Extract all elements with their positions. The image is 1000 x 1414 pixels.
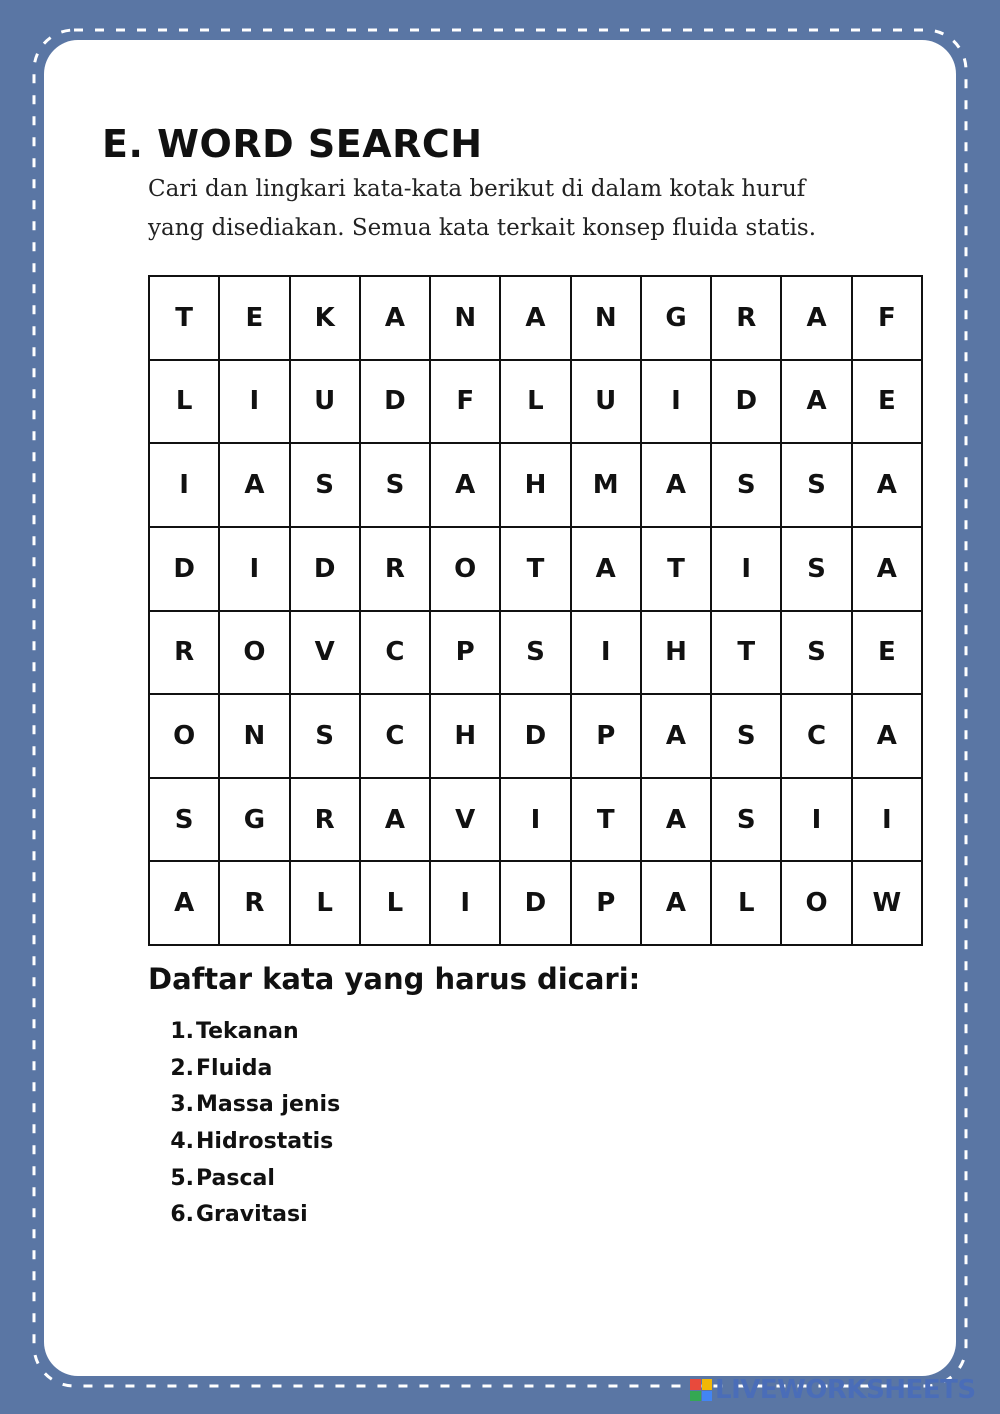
grid-cell[interactable]: R (360, 527, 430, 611)
word-list-title: Daftar kata yang harus dicari: (148, 962, 641, 996)
grid-cell[interactable]: L (149, 360, 219, 444)
grid-cell[interactable]: G (641, 276, 711, 360)
word-list-item (160, 1014, 340, 1051)
grid-cell[interactable]: S (711, 694, 781, 778)
grid-cell[interactable]: K (290, 276, 360, 360)
word-list-item (160, 1197, 340, 1234)
grid-cell[interactable]: L (711, 861, 781, 945)
grid-cell[interactable]: S (711, 443, 781, 527)
grid-cell[interactable]: A (500, 276, 570, 360)
grid-cell[interactable]: A (571, 527, 641, 611)
instructions (148, 170, 908, 248)
grid-cell[interactable]: A (852, 527, 922, 611)
grid-row (149, 276, 922, 360)
grid-cell[interactable]: S (781, 527, 851, 611)
word-number: 1. (170, 1019, 194, 1044)
word-list-item (160, 1087, 340, 1124)
grid-cell[interactable]: A (641, 694, 711, 778)
grid-cell[interactable]: A (781, 360, 851, 444)
grid-cell[interactable]: I (149, 443, 219, 527)
grid-cell[interactable]: H (430, 694, 500, 778)
grid-cell[interactable]: I (430, 861, 500, 945)
grid-cell[interactable]: O (430, 527, 500, 611)
grid-cell[interactable]: S (711, 778, 781, 862)
word-number: 2. (170, 1055, 194, 1081)
word-text: Hidrostatis (196, 1129, 334, 1155)
grid-cell[interactable]: W (852, 861, 922, 945)
word-number: 3. (170, 1092, 194, 1118)
grid-cell[interactable]: D (149, 527, 219, 611)
grid-cell[interactable]: U (290, 360, 360, 444)
word-list-item (160, 1051, 340, 1088)
grid-cell[interactable]: S (149, 778, 219, 862)
grid-cell[interactable]: S (781, 611, 851, 695)
grid-cell[interactable]: R (290, 778, 360, 862)
grid-cell[interactable]: D (711, 360, 781, 444)
word-list-item (160, 1161, 340, 1198)
grid-cell[interactable]: H (500, 443, 570, 527)
word-text: Tekanan (196, 1019, 299, 1044)
grid-cell[interactable]: N (219, 694, 289, 778)
grid-cell[interactable]: O (781, 861, 851, 945)
grid-cell[interactable]: D (360, 360, 430, 444)
grid-cell[interactable]: F (852, 276, 922, 360)
grid-cell[interactable]: A (641, 778, 711, 862)
grid-cell[interactable]: I (571, 611, 641, 695)
watermark-text: LIVEWORKSHEETS (715, 1375, 976, 1405)
grid-cell[interactable]: A (149, 861, 219, 945)
grid-cell[interactable]: T (711, 611, 781, 695)
grid-cell[interactable]: A (430, 443, 500, 527)
grid-row (149, 694, 922, 778)
instruction-line: Cari dan lingkari kata-kata berikut di dalam kotak huruf (148, 176, 806, 202)
grid-cell[interactable]: V (430, 778, 500, 862)
grid-cell[interactable]: C (360, 611, 430, 695)
word-text: Gravitasi (196, 1202, 308, 1228)
section-heading: E. WORD SEARCH (102, 122, 483, 166)
grid-cell[interactable]: I (711, 527, 781, 611)
grid-cell[interactable]: L (290, 861, 360, 945)
grid-cell[interactable]: E (852, 360, 922, 444)
word-number: 6. (170, 1202, 194, 1228)
grid-cell[interactable]: I (219, 527, 289, 611)
word-number: 5. (170, 1165, 194, 1191)
grid-cell[interactable]: C (781, 694, 851, 778)
grid-cell[interactable]: A (852, 443, 922, 527)
word-search-grid[interactable] (148, 275, 923, 946)
word-text: Pascal (196, 1165, 275, 1191)
grid-row (149, 527, 922, 611)
grid-cell[interactable]: P (430, 611, 500, 695)
grid-cell[interactable]: D (290, 527, 360, 611)
grid-cell[interactable]: L (500, 360, 570, 444)
grid-cell[interactable]: S (360, 443, 430, 527)
grid-cell[interactable]: A (219, 443, 289, 527)
grid-row (149, 861, 922, 945)
grid-cell[interactable]: R (711, 276, 781, 360)
grid-row (149, 778, 922, 862)
grid-cell[interactable]: A (360, 778, 430, 862)
grid-cell[interactable]: T (641, 527, 711, 611)
grid-cell[interactable]: H (641, 611, 711, 695)
grid-cell[interactable]: T (149, 276, 219, 360)
grid-cell[interactable]: A (641, 861, 711, 945)
watermark (690, 1375, 976, 1405)
word-list (160, 1014, 340, 1234)
grid-cell[interactable]: N (571, 276, 641, 360)
grid-cell[interactable]: E (852, 611, 922, 695)
liveworksheets-logo-icon (690, 1379, 712, 1401)
grid-cell[interactable]: S (290, 443, 360, 527)
grid-cell[interactable]: R (219, 861, 289, 945)
grid-row (149, 611, 922, 695)
word-text: Fluida (196, 1055, 273, 1081)
word-text: Massa jenis (196, 1092, 341, 1118)
grid-cell[interactable]: I (641, 360, 711, 444)
grid-cell[interactable]: C (360, 694, 430, 778)
grid-cell[interactable]: L (360, 861, 430, 945)
instruction-line: yang disediakan. Semua kata terkait konsep fluida statis. (148, 215, 817, 241)
grid-cell[interactable]: V (290, 611, 360, 695)
word-number: 4. (170, 1129, 194, 1155)
grid-cell[interactable]: M (571, 443, 641, 527)
grid-cell[interactable]: U (571, 360, 641, 444)
grid-cell[interactable]: A (360, 276, 430, 360)
grid-cell[interactable]: O (219, 611, 289, 695)
grid-cell[interactable]: T (571, 778, 641, 862)
grid-cell[interactable]: I (219, 360, 289, 444)
grid-row (149, 360, 922, 444)
grid-cell[interactable]: S (290, 694, 360, 778)
word-list-item (160, 1124, 340, 1161)
grid-cell[interactable]: T (500, 527, 570, 611)
grid-cell[interactable]: I (781, 778, 851, 862)
grid-cell[interactable]: R (149, 611, 219, 695)
grid-row (149, 443, 922, 527)
grid-cell[interactable]: I (500, 778, 570, 862)
grid-cell[interactable]: A (641, 443, 711, 527)
grid-cell[interactable]: S (781, 443, 851, 527)
grid-cell[interactable]: O (149, 694, 219, 778)
grid-cell[interactable]: S (500, 611, 570, 695)
grid-cell[interactable]: D (500, 694, 570, 778)
grid-cell[interactable]: F (430, 360, 500, 444)
grid-cell[interactable]: D (500, 861, 570, 945)
grid-cell[interactable]: I (852, 778, 922, 862)
grid-cell[interactable]: E (219, 276, 289, 360)
grid-cell[interactable]: P (571, 694, 641, 778)
grid-cell[interactable]: A (852, 694, 922, 778)
grid-cell[interactable]: P (571, 861, 641, 945)
grid-cell[interactable]: A (781, 276, 851, 360)
grid-cell[interactable]: N (430, 276, 500, 360)
grid-cell[interactable]: G (219, 778, 289, 862)
